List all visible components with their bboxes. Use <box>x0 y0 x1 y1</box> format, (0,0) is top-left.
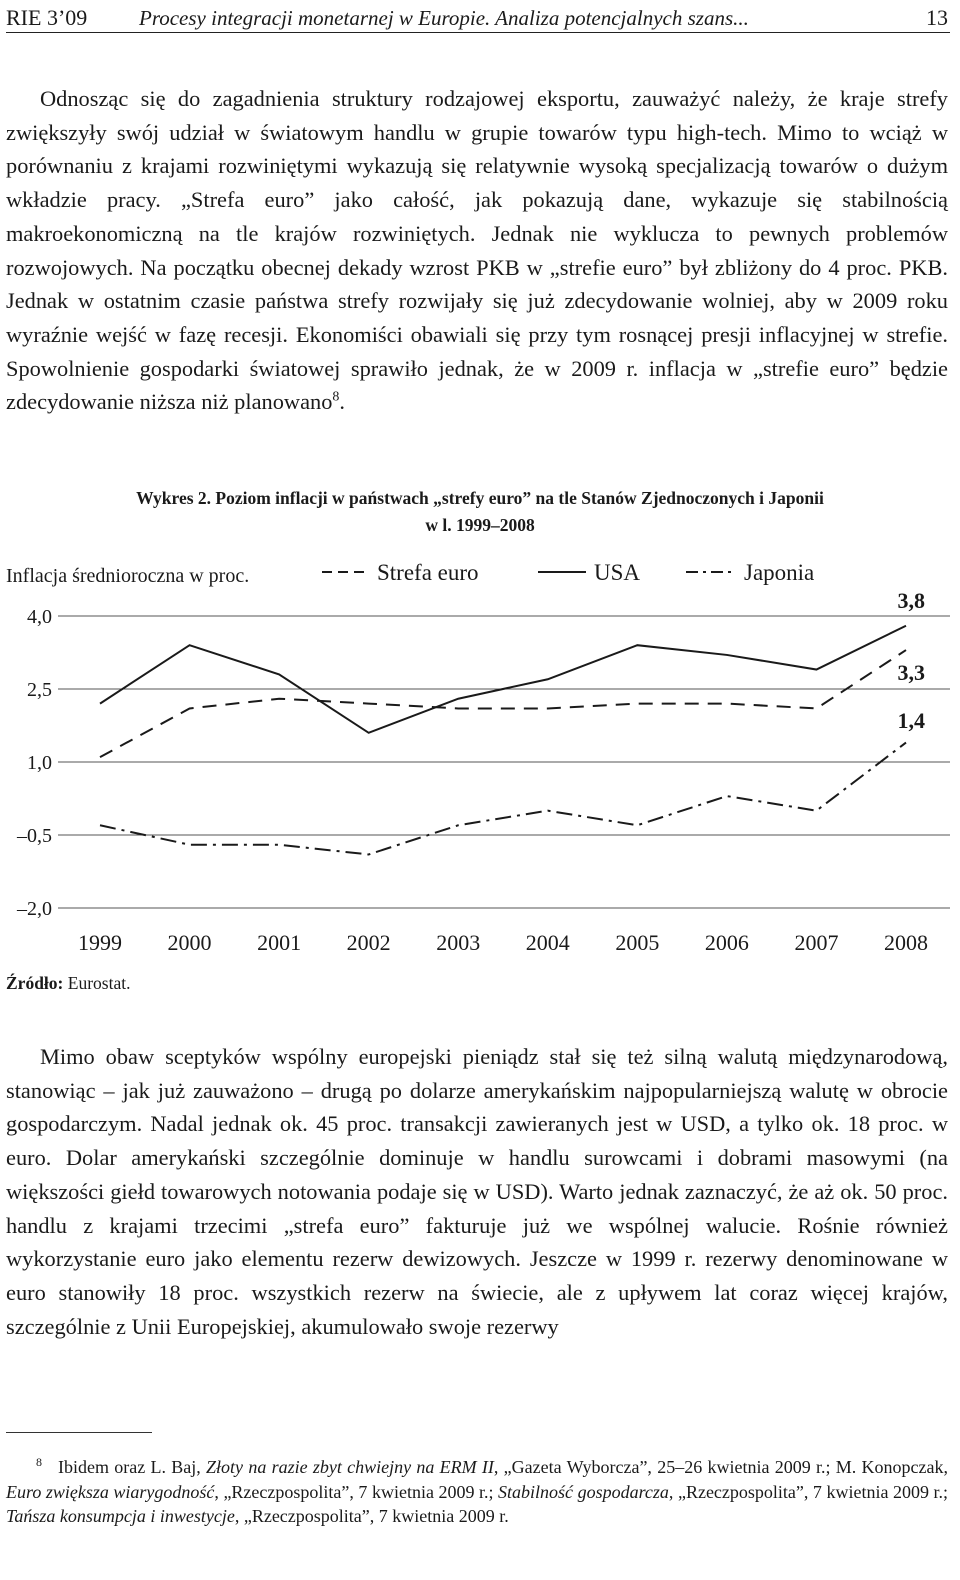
y-tick-label: 4,0 <box>27 606 52 628</box>
journal-name: RIE 3’09 <box>6 5 88 30</box>
series-line <box>100 650 906 757</box>
x-tick-label: 2005 <box>615 930 660 955</box>
x-tick-label: 2001 <box>257 930 302 955</box>
chart-end-labels <box>898 588 926 733</box>
y-tick-label: 1,0 <box>27 752 52 774</box>
footnote-title-2: Euro zwiększa wiarygodność <box>6 1481 215 1502</box>
y-axis-label: Inflacja średnioroczna w proc. <box>6 565 250 587</box>
x-tick-label: 2002 <box>346 930 391 955</box>
footnote-title-4: Tańsza konsumpcja i inwestycje <box>6 1506 235 1526</box>
footnote-text-2: , „Gazeta Wyborcza”, 25–26 kwietnia 2009 r.; M. Konopczak, <box>493 1457 949 1477</box>
figure-caption-line-2: w l. 1999–2008 <box>425 515 535 535</box>
end-value-label: 1,4 <box>897 708 925 733</box>
legend-label: USA <box>594 560 641 585</box>
series-usa <box>100 626 906 733</box>
y-tick-label: –0,5 <box>17 825 52 847</box>
paragraph-1 <box>6 82 948 419</box>
chart-axes <box>16 606 950 955</box>
chart-legend <box>322 560 814 585</box>
y-tick-label: –2,0 <box>17 898 52 920</box>
footnote-number: 8 <box>36 1455 42 1469</box>
footnote-text-3: , „Rzeczpospolita”, 7 kwietnia 2009 r.; <box>214 1481 499 1502</box>
x-tick-label: 2003 <box>436 930 481 955</box>
footnote-reference[interactable]: 8 <box>332 389 340 405</box>
paragraph-2: Mimo obaw sceptyków wspólny europejski pieniądz stał się też silną walutą międzynarodową, stanowiąc – jak już zauważono – drugą po dolarze amerykańskim najpopularniejszą walutę w obrocie gospodarczym. Nadal jednak ok. 45 proc. transakcji zawieranych jest w USD, a tylko ok. 18 proc. w euro. Dolar amerykański szczególnie dominuje w handlu surowcami i dobrami masowymi (na większości giełd towarowych notowania podaje się w USD). Warto jednak zaznaczyć, że aż ok. 50 proc. handlu z krajami trzecimi „strefa euro” fakturuje już we wspólnej walucie. Rośnie również wykorzystanie euro jako elementu rezerw dewizowych. Jeszcze w 1999 r. rezerwy denominowane w euro stanowiły 18 proc. wszystkich rezerw na świecie, ale z upływem lat coraz więcej krajów, szczególnie z Unii Europejskiej, akumulowało swoje rezerwy <box>6 1044 948 1339</box>
y-tick-label: 2,5 <box>27 679 52 701</box>
footnote-text-1: Ibidem oraz L. Baj, <box>58 1457 207 1477</box>
source-label: Źródło: <box>6 973 64 993</box>
end-value-label: 3,8 <box>897 588 925 613</box>
page-number: 13 <box>926 5 948 30</box>
footnote <box>6 1455 948 1529</box>
inflation-chart <box>0 550 960 970</box>
legend-label: Strefa euro <box>377 560 479 585</box>
series-line <box>100 626 906 733</box>
x-tick-label: 2000 <box>167 930 212 955</box>
series-strefa-euro <box>100 650 906 757</box>
legend-label: Japonia <box>744 560 815 585</box>
figure-caption-line-1: Wykres 2. Poziom inflacji w państwach „strefy euro” na tle Stanów Zjednoczonych i Japonii <box>136 488 824 508</box>
footnote-title-3: Stabilność gospodarcza <box>498 1481 669 1502</box>
series-japonia <box>100 743 906 855</box>
chart-series <box>100 626 906 855</box>
figure-source <box>6 973 130 994</box>
running-title: Procesy integracji monetarnej w Europie. Analiza potencjalnych szans... <box>139 6 749 30</box>
x-tick-label: 2006 <box>704 930 749 955</box>
end-value-label: 3,3 <box>897 660 925 685</box>
source-text: Eurostat. <box>63 973 131 993</box>
footnote-divider <box>6 1432 152 1433</box>
series-line <box>100 743 906 855</box>
footnote-text-4: , „Rzeczpospolita”, 7 kwietnia 2009 r.; <box>668 1481 949 1502</box>
paragraph-1-end: . <box>339 389 346 415</box>
page-header <box>6 2 950 33</box>
footnote-text-5: , „Rzeczpospolita”, 7 kwietnia 2009 r. <box>234 1506 509 1526</box>
footnote-title-1: Złoty na razie zbyt chwiejny na ERM II <box>206 1457 494 1477</box>
x-tick-label: 2004 <box>525 930 570 955</box>
figure-caption <box>60 485 900 539</box>
x-tick-label: 1999 <box>78 930 122 955</box>
x-tick-label: 2008 <box>884 930 928 955</box>
paragraph-1-text: Odnosząc się do zagadnienia struktury rodzajowej eksportu, zauważyć należy, że kraje strefy zwiększyły swój udział w światowym handlu w grupie towarów typu high-tech. Mimo to wciąż w porównaniu z krajami rozwiniętymi wykazują się relatywnie wysoką specjalizacją towarów o dużym wkładzie pracy. „Strefa euro” jako całość, jak pokazują dane, wykazuje się stabilnością makroekonomiczną na tle krajów rozwiniętych. Jednak nie wyklucza to pewnych problemów rozwojowych. Na początku obecnej dekady wzrost PKB w „strefie euro” był zbliżony do 4 proc. PKB. Jednak w ostatnim czasie państwa strefy rozwijały się już zdecydowanie wolniej, aby w 2009 roku wyraźnie wejść w fazę recesji. Ekonomiści obawiali się przy tym rosnącej presji inflacyjnej w strefie. Spowolnienie gospodarki światowej sprawiło jednak, że w 2009 r. inflacja w „strefie euro” będzie zdecydowanie niższa niż planowano <box>6 86 948 415</box>
x-tick-label: 2007 <box>794 930 839 955</box>
